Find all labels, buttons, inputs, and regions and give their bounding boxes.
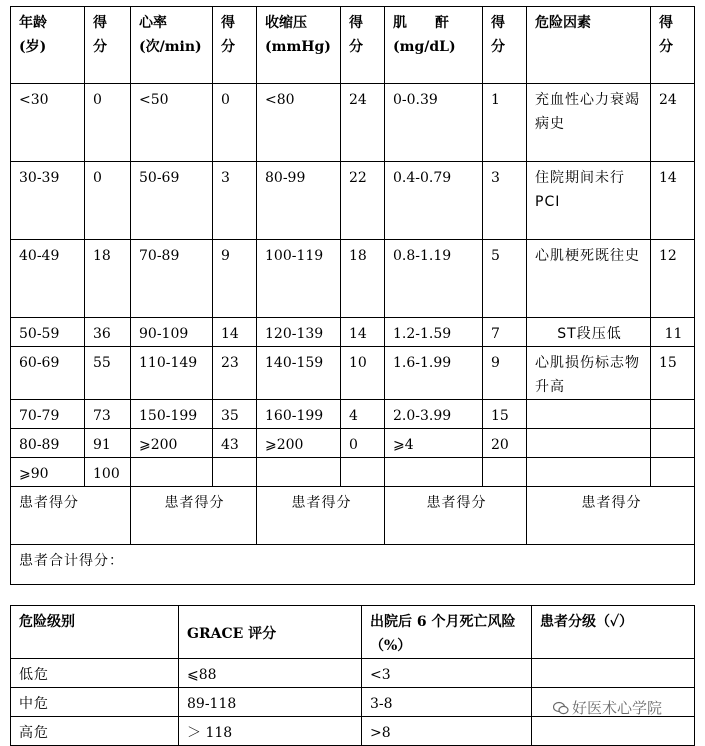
table-row [11, 318, 695, 347]
table-row [11, 240, 695, 318]
risk-factor: 心肌梗死既往史 [527, 240, 651, 318]
systolic-bp-range: <80 [257, 84, 341, 162]
patient-grade-checkbox[interactable] [532, 717, 695, 746]
grace-score-range: 89-118 [179, 688, 362, 717]
age-score: 0 [85, 162, 131, 240]
risk-factor: ST段压低 [527, 318, 651, 347]
risk-factor-score [651, 400, 695, 429]
creatinine-score: 15 [483, 400, 527, 429]
heart-rate-score: 9 [213, 240, 257, 318]
creatinine-score: 7 [483, 318, 527, 347]
grace-score-range: ＞ 118 [179, 717, 362, 746]
creatinine-range: 0.8-1.19 [385, 240, 483, 318]
systolic-bp-range: 100-119 [257, 240, 341, 318]
creatinine-score: 20 [483, 429, 527, 458]
heart-rate-score: 0 [213, 84, 257, 162]
creatinine-score: 3 [483, 162, 527, 240]
risk-level: 中危 [11, 688, 179, 717]
mortality-risk: <3 [362, 659, 532, 688]
risk-level: 低危 [11, 659, 179, 688]
header-patient-grade: 患者分级（✓） [532, 606, 695, 659]
header-six-month-mortality: 出院后 6 个月死亡风险（%） [362, 606, 532, 659]
heart-rate-range: 150-199 [131, 400, 213, 429]
heart-rate-range: 70-89 [131, 240, 213, 318]
grace-score-range: ⩽88 [179, 659, 362, 688]
header-heart-rate: 心率 (次/min) [131, 7, 213, 84]
table-row [11, 400, 695, 429]
creatinine-score [483, 458, 527, 487]
table-row [11, 347, 695, 400]
risk-level-table [10, 605, 695, 746]
patient-score-risk-factors: 患者得分 [527, 487, 695, 545]
risk-factor: 充血性心力衰竭病史 [527, 84, 651, 162]
age-range: 40-49 [11, 240, 85, 318]
header-risk-factors-score: 得 分 [651, 7, 695, 84]
systolic-bp-range: ⩾200 [257, 429, 341, 458]
creatinine-range: 1.6-1.99 [385, 347, 483, 400]
age-score: 91 [85, 429, 131, 458]
systolic-bp-score: 18 [341, 240, 385, 318]
heart-rate-range: <50 [131, 84, 213, 162]
age-range: ⩾90 [11, 458, 85, 487]
creatinine-score: 9 [483, 347, 527, 400]
header-systolic-bp: 收缩压 (mmHg) [257, 7, 341, 84]
risk-factor: 心肌损伤标志物升高 [527, 347, 651, 400]
heart-rate-range: 110-149 [131, 347, 213, 400]
age-range: 30-39 [11, 162, 85, 240]
systolic-bp-score: 14 [341, 318, 385, 347]
creatinine-range: ⩾4 [385, 429, 483, 458]
age-score: 55 [85, 347, 131, 400]
heart-rate-range [131, 458, 213, 487]
patient-grade-checkbox[interactable] [532, 659, 695, 688]
table-row [11, 162, 695, 240]
risk-factor-score: 11 [651, 318, 695, 347]
systolic-bp-score: 10 [341, 347, 385, 400]
risk-factor-score [651, 458, 695, 487]
risk-factor-score [651, 429, 695, 458]
grace-score-table [10, 6, 695, 585]
systolic-bp-score: 4 [341, 400, 385, 429]
patient-total-row [11, 545, 695, 585]
heart-rate-range: 50-69 [131, 162, 213, 240]
age-range: 70-79 [11, 400, 85, 429]
header-creatinine: 肌 酐 (mg/dL) [385, 7, 483, 84]
age-range: 80-89 [11, 429, 85, 458]
risk-factor-score: 24 [651, 84, 695, 162]
age-score: 73 [85, 400, 131, 429]
patient-score-systolic-bp: 患者得分 [257, 487, 385, 545]
heart-rate-score: 3 [213, 162, 257, 240]
mortality-risk: >8 [362, 717, 532, 746]
patient-score-heart-rate: 患者得分 [131, 487, 257, 545]
systolic-bp-range [257, 458, 341, 487]
table-row [11, 429, 695, 458]
creatinine-score: 5 [483, 240, 527, 318]
age-range: 60-69 [11, 347, 85, 400]
heart-rate-range: ⩾200 [131, 429, 213, 458]
age-score: 0 [85, 84, 131, 162]
patient-total-score: 患者合计得分： [11, 545, 695, 585]
creatinine-range: 0.4-0.79 [385, 162, 483, 240]
risk-factor [527, 458, 651, 487]
mortality-risk: 3-8 [362, 688, 532, 717]
patient-score-age: 患者得分 [11, 487, 131, 545]
header-heart-rate-score: 得 分 [213, 7, 257, 84]
risk-factor [527, 429, 651, 458]
header-grace-score: GRACE 评分 [179, 606, 362, 659]
age-score: 18 [85, 240, 131, 318]
systolic-bp-range: 160-199 [257, 400, 341, 429]
systolic-bp-range: 120-139 [257, 318, 341, 347]
risk-factor-score: 15 [651, 347, 695, 400]
creatinine-range: 1.2-1.59 [385, 318, 483, 347]
age-score: 36 [85, 318, 131, 347]
heart-rate-range: 90-109 [131, 318, 213, 347]
risk-header-row [11, 606, 695, 659]
systolic-bp-score: 22 [341, 162, 385, 240]
heart-rate-score: 14 [213, 318, 257, 347]
table-row [11, 659, 695, 688]
systolic-bp-score [341, 458, 385, 487]
creatinine-range: 0-0.39 [385, 84, 483, 162]
header-age: 年龄 (岁) [11, 7, 85, 84]
header-risk-factors: 危险因素 [527, 7, 651, 84]
patient-score-row [11, 487, 695, 545]
creatinine-range: 2.0-3.99 [385, 400, 483, 429]
patient-score-creatinine: 患者得分 [385, 487, 527, 545]
age-range: 50-59 [11, 318, 85, 347]
risk-factor-score: 14 [651, 162, 695, 240]
heart-rate-score: 43 [213, 429, 257, 458]
age-range: <30 [11, 84, 85, 162]
heart-rate-score: 23 [213, 347, 257, 400]
systolic-bp-range: 80-99 [257, 162, 341, 240]
risk-factor: 住院期间未行PCI [527, 162, 651, 240]
header-row [11, 7, 695, 84]
table-row [11, 84, 695, 162]
watermark-text: 好医术心学院 [572, 699, 663, 717]
watermark [553, 697, 662, 718]
risk-level: 高危 [11, 717, 179, 746]
systolic-bp-score: 24 [341, 84, 385, 162]
header-creatinine-score: 得 分 [483, 7, 527, 84]
systolic-bp-range: 140-159 [257, 347, 341, 400]
creatinine-score: 1 [483, 84, 527, 162]
header-age-score: 得 分 [85, 7, 131, 84]
header-risk-level: 危险级别 [11, 606, 179, 659]
table-row [11, 458, 695, 487]
heart-rate-score [213, 458, 257, 487]
wechat-icon [553, 701, 569, 715]
systolic-bp-score: 0 [341, 429, 385, 458]
header-systolic-bp-score: 得 分 [341, 7, 385, 84]
heart-rate-score: 35 [213, 400, 257, 429]
creatinine-range [385, 458, 483, 487]
age-score: 100 [85, 458, 131, 487]
risk-factor [527, 400, 651, 429]
table-row [11, 717, 695, 746]
risk-factor-score: 12 [651, 240, 695, 318]
